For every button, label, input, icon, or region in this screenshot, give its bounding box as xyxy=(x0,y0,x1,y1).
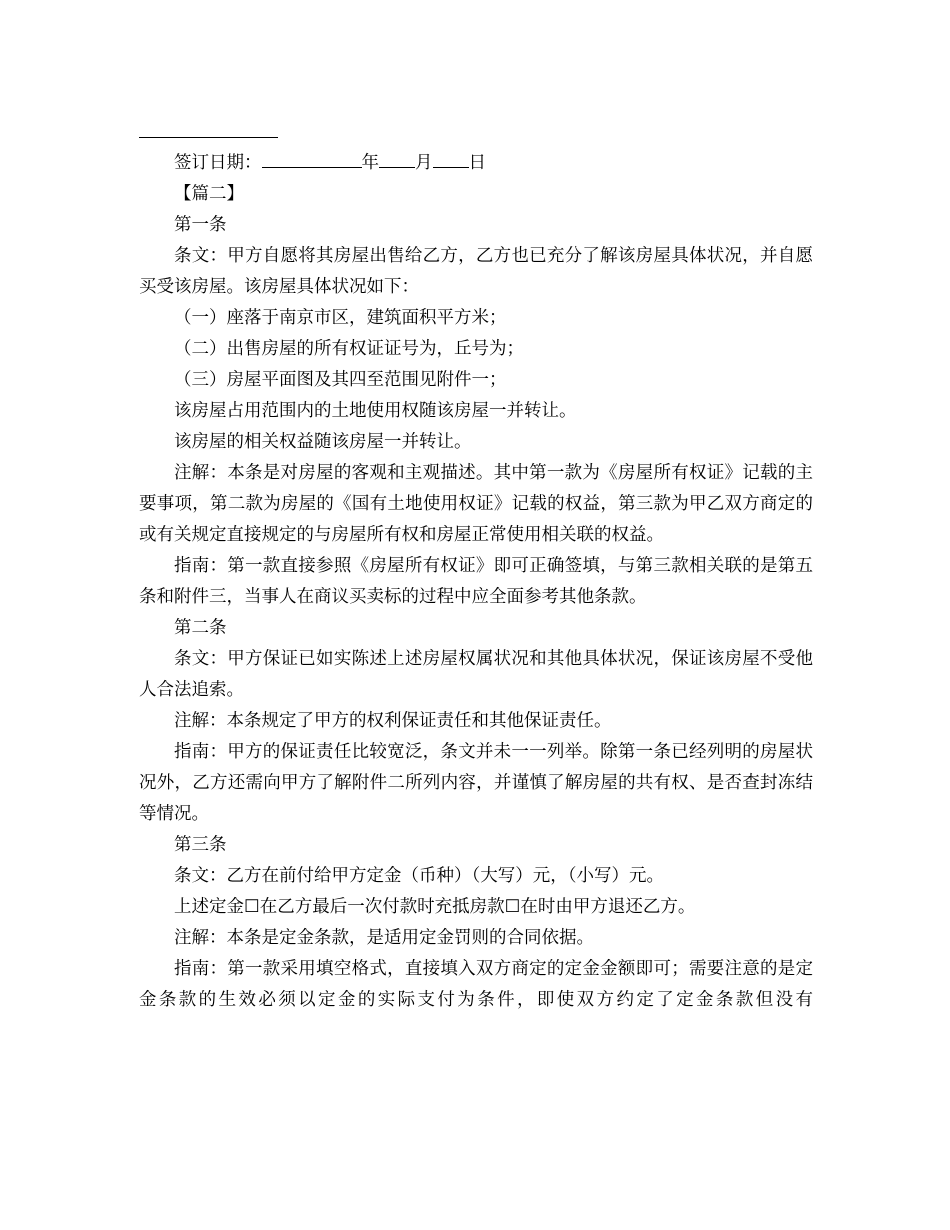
month-label: 月 xyxy=(415,153,433,173)
day-label: 日 xyxy=(468,153,486,173)
article-text: 上述定金☐在乙方最后一次付款时充抵房款☐在时由甲方退还乙方。 xyxy=(174,897,696,917)
guide-paragraph: 指南：第一款采用填空格式，直接填入双方商定的定金金额即可；需要注意的是定金条款的生效必须以定金的实际支付为条件，即使双方约定了定金条款但没有 xyxy=(139,959,813,1010)
article-text: 该房屋的相关权益随该房屋一并转让。 xyxy=(174,432,472,452)
signature-line xyxy=(139,137,278,138)
article-heading: 第一条 xyxy=(174,215,227,235)
section-heading: 【篇二】 xyxy=(174,184,244,204)
guide-paragraph: 指南：甲方的保证责任比较宽泛，条文并未一一列举。除第一条已经列明的房屋状况外，乙方还需向甲方了解附件二所列内容，并谨慎了解房屋的共有权、是否查封冻结等情况。 xyxy=(139,742,813,824)
month-blank xyxy=(379,149,415,168)
list-item: （二）出售房屋的所有权证证号为，丘号为； xyxy=(174,339,524,359)
guide-paragraph: 指南：第一款直接参照《房屋所有权证》即可正确签填，与第三款相关联的是第五条和附件三，当事人在商议买卖标的过程中应全面参考其他条款。 xyxy=(139,556,813,607)
article-text: 条文：甲方自愿将其房屋出售给乙方，乙方也已充分了解该房屋具体状况，并自愿买受该房屋。该房屋具体状况如下： xyxy=(139,246,813,297)
list-item: （三）房屋平面图及其四至范围见附件一； xyxy=(174,370,507,390)
article-text: 条文：甲方保证已如实陈述上述房屋权属状况和其他具体状况，保证该房屋不受他人合法追索。 xyxy=(139,649,813,700)
article-text: 该房屋占用范围内的土地使用权随该房屋一并转让。 xyxy=(174,401,577,421)
annotation-paragraph: 注解：本条是定金条款，是适用定金罚则的合同依据。 xyxy=(174,928,594,948)
annotation-paragraph: 注解：本条是对房屋的客观和主观描述。其中第一款为《房屋所有权证》记载的主要事项，第二款为房屋的《国有土地使用权证》记载的权益，第三款为甲乙双方商定的或有关规定直接规定的与房屋所有权和房屋正常使用相关联的权益。 xyxy=(139,463,813,545)
article-text: 条文：乙方在前付给甲方定金（币种）（大写）元，（小写）元。 xyxy=(174,866,664,886)
sign-date-label: 签订日期： xyxy=(174,153,262,173)
annotation-paragraph: 注解：本条规定了甲方的权利保证责任和其他保证责任。 xyxy=(174,711,612,731)
year-blank xyxy=(262,149,362,168)
day-blank xyxy=(433,149,469,168)
list-item: （一）座落于南京市区，建筑面积平方米； xyxy=(174,308,507,328)
sign-date-line xyxy=(139,148,813,179)
year-label: 年 xyxy=(361,153,379,173)
document-body xyxy=(139,148,813,1016)
article-heading: 第三条 xyxy=(174,835,227,855)
article-heading: 第二条 xyxy=(174,618,227,638)
